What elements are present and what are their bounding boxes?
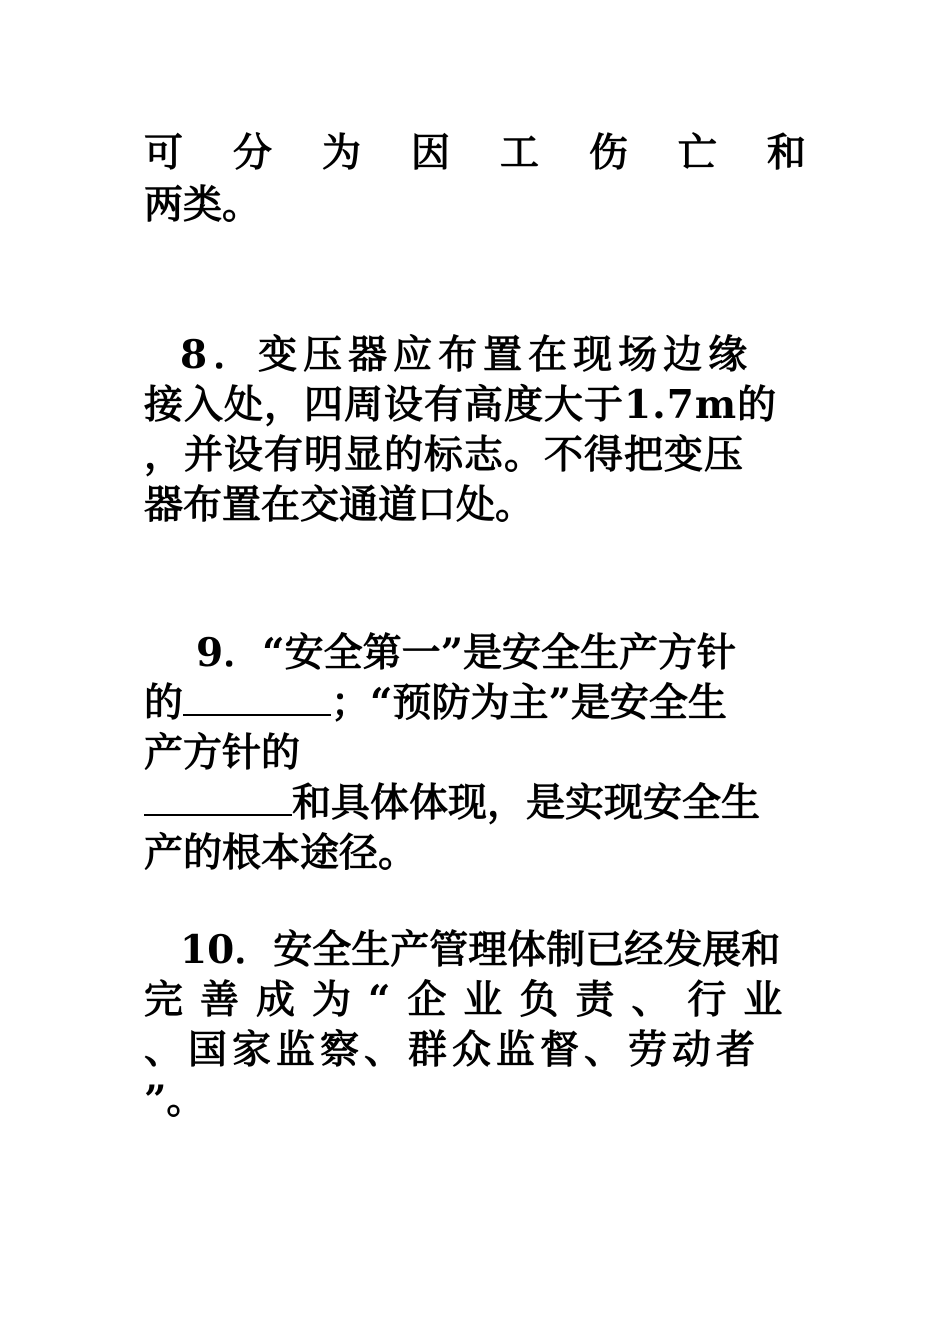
item7-line2: 两类。	[144, 182, 262, 228]
item7-char: 为	[321, 130, 361, 176]
item9-line2-prefix: 的	[144, 680, 184, 726]
item7-char: 因	[410, 130, 450, 176]
item8-line3: ，并设有明显的标志。不得把变压	[144, 432, 745, 478]
item7-char: 工	[499, 130, 539, 176]
item9-line3: 产方针的	[144, 730, 301, 776]
item8-line2: 接入处，四周设有高度大于1.7m的	[144, 382, 778, 428]
item10-line3: 、国家监察、群众监督、劳动者	[144, 1027, 761, 1073]
item9-line4	[144, 778, 806, 828]
item8-line1: 8．变压器应布置在现场边缘	[180, 332, 754, 378]
item9-line5: 产的根本途径。	[144, 830, 418, 876]
item7-char: 和	[766, 130, 806, 176]
fill-in-blank-1	[183, 678, 331, 716]
item7-line1	[144, 128, 806, 178]
item10-line4: ”。	[144, 1077, 206, 1123]
item7-char: 分	[232, 130, 272, 176]
item9-line1: 9．“安全第一”是安全生产方针	[196, 630, 737, 676]
item10-line2: 完善成为“企业负责、行业	[144, 977, 800, 1023]
item7-char: 可	[144, 130, 184, 176]
item8-line4: 器布置在交通道口处。	[144, 482, 535, 528]
item9-line2-suffix: ；“预防为主”是安全生	[331, 680, 727, 726]
item9-line4-suffix: 和具体体现，是实现安全生	[292, 780, 761, 826]
item9-line2	[144, 678, 806, 728]
item7-char: 伤	[588, 130, 628, 176]
fill-in-blank-2	[144, 778, 292, 816]
item7-char: 亡	[677, 130, 717, 176]
item10-line1: 10．安全生产管理体制已经发展和	[180, 927, 781, 973]
